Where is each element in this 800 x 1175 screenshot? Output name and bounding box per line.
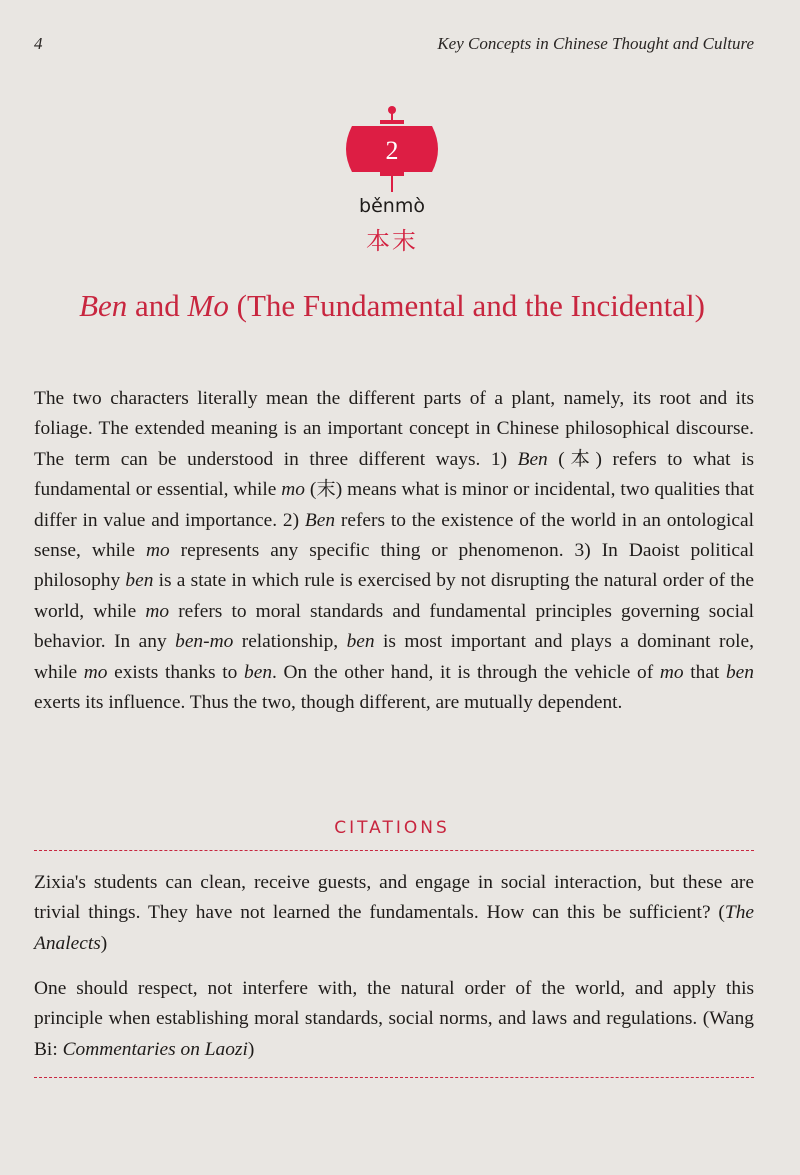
text-run: exists thanks to — [107, 661, 245, 683]
italic-term: mo — [145, 600, 170, 622]
entry-body — [34, 384, 754, 718]
entry-hanzi: 本末 — [366, 227, 418, 255]
citations-bottom-rule — [34, 1077, 754, 1078]
citation-1 — [34, 868, 754, 959]
entry-number: 2 — [385, 136, 399, 165]
text-run: represents any specific thing or phenomenon. 3) In Daoist political philosophy — [34, 540, 755, 592]
italic-term: Ben — [304, 509, 336, 531]
italic-term: Ben — [517, 448, 548, 470]
text-run: relationship, — [233, 631, 347, 653]
text-run: Zixia's students can clean, receive guests, and engage in social interaction, but these are trivial things. They have not learned the fundamentals. How can this be sufficient? ( — [34, 872, 754, 924]
book-title: Key Concepts in Chinese Thought and Culture — [437, 34, 754, 53]
body-paragraph — [34, 384, 754, 718]
italic-term: mo — [659, 661, 684, 683]
italic-term: ben — [725, 661, 754, 683]
citations-top-rule — [34, 850, 754, 851]
italic-term: mo — [281, 479, 305, 501]
page-number: 4 — [34, 34, 43, 53]
lantern-icon — [340, 104, 444, 194]
entry-pinyin: běnmò — [359, 195, 425, 217]
title-ben: Ben — [79, 288, 128, 323]
text-run: is most important and plays a dominant role, while — [34, 631, 754, 683]
text-run: refers to moral standards and fundamental principles governing social behavior. In any — [34, 600, 754, 653]
italic-term: ben — [125, 570, 154, 592]
text-run: that — [683, 661, 726, 683]
text-run: ) — [247, 1038, 255, 1060]
title-and: and — [127, 288, 188, 323]
text-run: exerts its influence. Thus the two, though different, are mutually dependent. — [34, 692, 623, 714]
italic-term: ben-mo — [175, 631, 234, 653]
text-run: (末) means what is minor or incidental, two qualities that differ in value and importance. 2) — [34, 479, 754, 531]
title-mo: Mo — [187, 288, 229, 323]
text-run: ) — [100, 932, 108, 954]
text-run: One should respect, not interfere with, the natural order of the world, and apply this principle when establishing moral standards, social norms, and laws and regulations. (Wang Bi: — [34, 978, 754, 1060]
text-run: is a state in which rule is exercised by not disrupting the natural order of the world, while — [34, 570, 754, 622]
entry-title — [60, 285, 724, 327]
text-run: refers to the existence of the world in an ontological sense, while — [34, 509, 754, 562]
title-gloss: (The Fundamental and the Incidental) — [228, 288, 705, 323]
text-run: . On the other hand, it is through the vehicle of — [272, 661, 660, 683]
italic-term: ben — [346, 631, 375, 653]
italic-term: ben — [244, 661, 273, 683]
italic-term: mo — [145, 540, 170, 562]
italic-term: The Analects — [34, 902, 754, 954]
italic-term: mo — [83, 661, 108, 683]
citation-2 — [34, 974, 754, 1065]
text-run: (本) refers to what is fundamental or essential, while — [34, 448, 755, 501]
citations-title: CITATIONS — [334, 818, 450, 838]
text-run: The two characters literally mean the different parts of a plant, namely, its root and its foliage. The extended meaning is an important concept in Chinese philosophical discourse. The term can be understood in three different ways. 1) — [34, 388, 754, 470]
italic-term: Commentaries on Laozi — [62, 1038, 248, 1060]
